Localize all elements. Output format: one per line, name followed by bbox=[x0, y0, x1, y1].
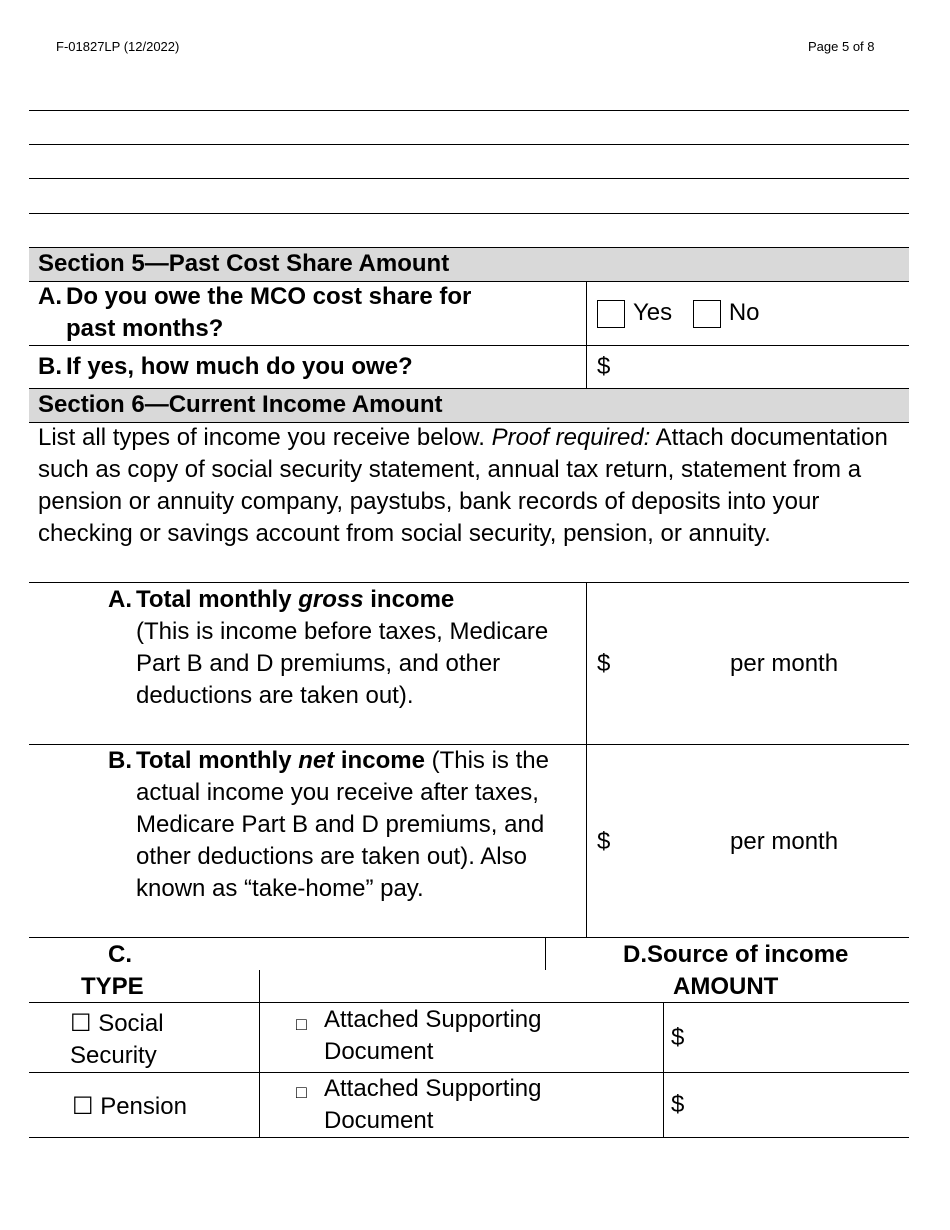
write-in-line[interactable] bbox=[29, 110, 909, 111]
pension-doc-label: Attached Supporting Document bbox=[324, 1075, 542, 1134]
amount-owed-field[interactable]: $ bbox=[597, 353, 611, 380]
yes-checkbox[interactable] bbox=[597, 300, 625, 328]
gross-income-per-month: per month bbox=[730, 650, 839, 677]
income-type-pension[interactable]: ☐ Pension bbox=[72, 1093, 187, 1120]
page-number: Page 5 of 8 bbox=[808, 39, 875, 54]
yes-no-group bbox=[597, 297, 760, 329]
gross-income-dollar[interactable]: $ bbox=[597, 650, 611, 677]
column-type-header: TYPE bbox=[81, 973, 144, 1000]
income-type-social-security[interactable]: ☐ Social Security bbox=[70, 1010, 164, 1069]
write-in-line[interactable] bbox=[29, 178, 909, 179]
social-security-doc-checkbox[interactable]: □ bbox=[296, 1014, 307, 1034]
income-b-letter: B. bbox=[108, 747, 132, 774]
section6-title: Section 6—Current Income Amount bbox=[38, 391, 443, 418]
question-a-line2: past months? bbox=[66, 315, 224, 342]
gross-income-note: (This is income before taxes, Medicare Part B and D premiums, and other deductions are taken out). bbox=[136, 618, 549, 709]
question-b-letter: B. bbox=[38, 353, 62, 380]
column-c-letter: C. bbox=[108, 941, 132, 968]
column-d-source-header: D.Source of income bbox=[623, 941, 849, 968]
write-in-line[interactable] bbox=[29, 144, 909, 145]
write-in-line[interactable] bbox=[29, 213, 909, 214]
social-security-doc-label: Attached Supporting Document bbox=[324, 1006, 542, 1065]
question-a-line1: Do you owe the MCO cost share for bbox=[66, 283, 472, 310]
income-a-letter: A. bbox=[108, 586, 132, 613]
gross-income-label: Total monthly gross income bbox=[136, 586, 455, 613]
pension-amount[interactable]: $ bbox=[671, 1091, 685, 1118]
no-checkbox[interactable] bbox=[693, 300, 721, 328]
section5-header bbox=[29, 247, 909, 282]
form-id: F-01827LP (12/2022) bbox=[56, 39, 180, 54]
column-amount-header: AMOUNT bbox=[673, 973, 779, 1000]
net-income-dollar[interactable]: $ bbox=[597, 828, 611, 855]
question-b-text: If yes, how much do you owe? bbox=[66, 353, 413, 380]
net-income-per-month: per month bbox=[730, 828, 839, 855]
section6-intro: List all types of income you receive below. Proof required: Attach documentation such as copy of social security statement, annual tax return, statement from a pension or annuity company, paystubs, bank records of deposits into your checking or savings account from social security, pension, or annuity. bbox=[38, 424, 888, 547]
section6-header bbox=[29, 388, 909, 423]
social-security-amount[interactable]: $ bbox=[671, 1024, 685, 1051]
question-a-letter: A. bbox=[38, 283, 62, 310]
net-income-label: Total monthly net income (This is the actual income you receive after taxes, Medicare Part B and D premiums, and other deductions are taken out). Also known as “take-home” pay. bbox=[136, 747, 549, 902]
no-label: No bbox=[728, 299, 760, 326]
pension-doc-checkbox[interactable]: □ bbox=[296, 1082, 307, 1102]
yes-label: Yes bbox=[633, 299, 673, 326]
section5-title: Section 5—Past Cost Share Amount bbox=[38, 250, 450, 277]
